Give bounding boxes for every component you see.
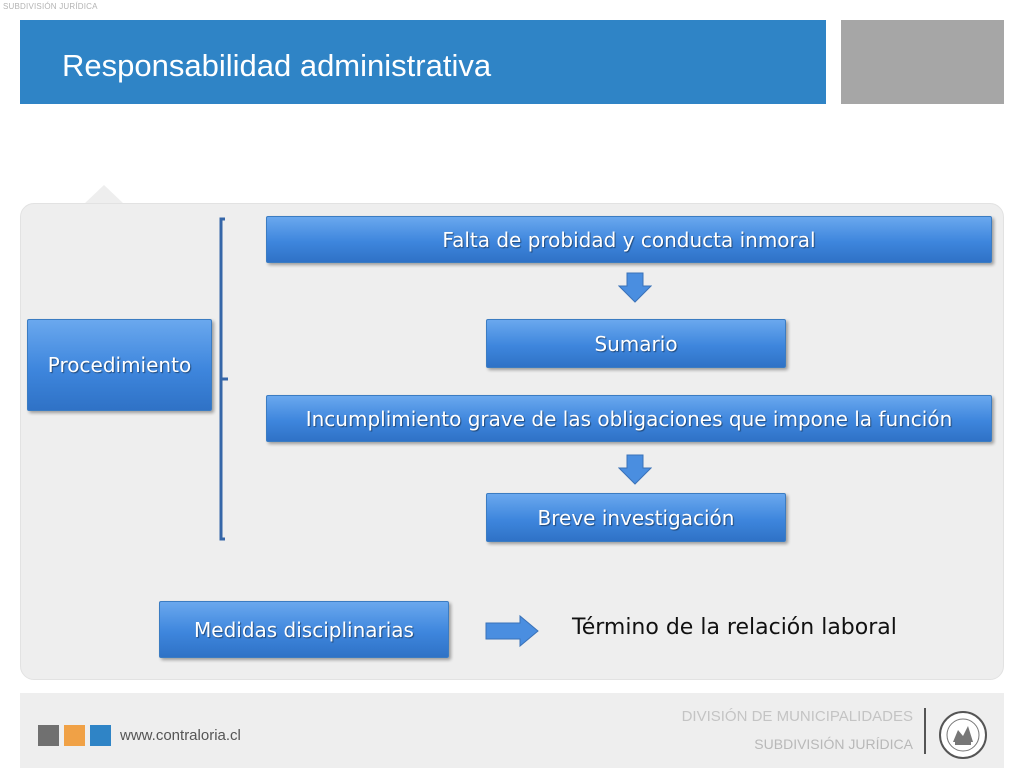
medidas-disciplinarias-node: Medidas disciplinarias xyxy=(159,601,449,658)
termino-relacion-text: Término de la relación laboral xyxy=(572,615,897,640)
footer-division: DIVISIÓN DE MUNICIPALIDADES xyxy=(681,708,913,725)
footer-orange-square xyxy=(64,725,85,746)
footer-gray-square xyxy=(38,725,59,746)
section-tag: SUBDIVISIÓN JURÍDICA xyxy=(3,2,98,11)
breve-investigacion-node: Breve investigación xyxy=(486,493,786,542)
down-arrow-icon xyxy=(618,272,652,304)
procedimiento-node: Procedimiento xyxy=(27,319,212,411)
website-link[interactable]: www.contraloria.cl xyxy=(120,727,241,744)
page-title: Responsabilidad administrativa xyxy=(62,48,492,83)
bracket-icon xyxy=(212,217,230,542)
footer-blue-square xyxy=(90,725,111,746)
header-gray-block xyxy=(841,20,1004,104)
title-bar xyxy=(20,20,826,104)
down-arrow-icon xyxy=(618,454,652,486)
falta-probidad-node: Falta de probidad y conducta inmoral xyxy=(266,216,992,263)
footer-divider xyxy=(924,708,926,754)
incumplimiento-node: Incumplimiento grave de las obligaciones que impone la función xyxy=(266,395,992,442)
footer-subdivision: SUBDIVISIÓN JURÍDICA xyxy=(754,736,913,752)
right-arrow-icon xyxy=(484,614,540,648)
sumario-node: Sumario xyxy=(486,319,786,368)
panel-pointer xyxy=(84,185,124,204)
contraloria-seal-icon xyxy=(938,710,988,760)
